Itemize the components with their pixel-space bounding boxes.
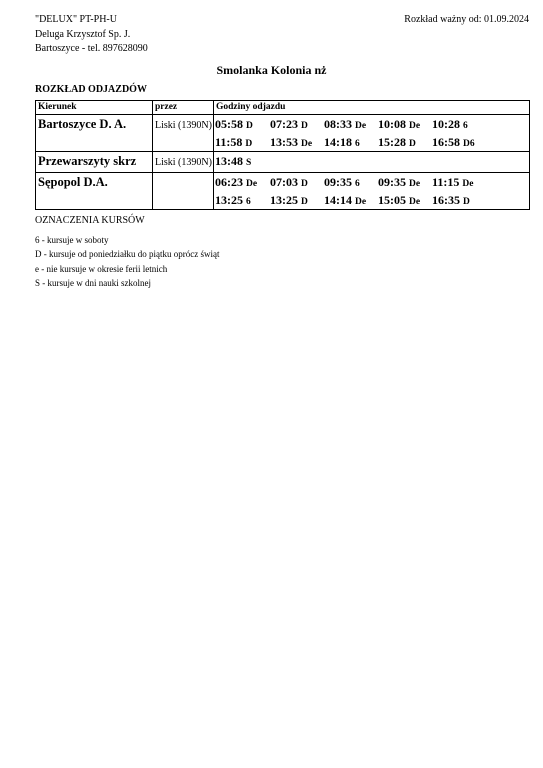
course-mark: 6 bbox=[246, 196, 251, 207]
departure-time bbox=[214, 154, 270, 169]
departure-time bbox=[214, 135, 270, 150]
course-mark: De bbox=[355, 196, 367, 207]
time-value: 11:58 bbox=[215, 134, 243, 149]
departure-time bbox=[214, 175, 270, 190]
course-mark: D bbox=[301, 120, 308, 131]
time-value: 15:28 bbox=[378, 134, 406, 149]
col-header-direction: Kierunek bbox=[36, 101, 153, 115]
time-value: 16:35 bbox=[432, 192, 460, 207]
time-value: 15:05 bbox=[378, 192, 406, 207]
time-value: 14:14 bbox=[324, 192, 352, 207]
departure-time bbox=[270, 135, 324, 150]
time-value: 09:35 bbox=[378, 174, 406, 189]
time-value: 13:25 bbox=[270, 192, 298, 207]
time-value: 13:25 bbox=[215, 192, 243, 207]
course-mark: De bbox=[355, 120, 367, 131]
course-mark: D bbox=[409, 138, 416, 149]
legend-item-summer: e - nie kursuje w okresie ferii letnich bbox=[35, 264, 168, 274]
company-owner: Deluga Krzysztof Sp. J. bbox=[35, 29, 131, 40]
course-mark: De bbox=[409, 120, 421, 131]
departure-time bbox=[432, 135, 486, 150]
time-value: 16:58 bbox=[432, 134, 460, 149]
course-mark: De bbox=[301, 138, 313, 149]
table-row bbox=[36, 152, 530, 173]
section-title: ROZKŁAD ODJAZDÓW bbox=[35, 84, 147, 95]
table-row bbox=[36, 173, 530, 210]
time-value: 10:28 bbox=[432, 116, 460, 131]
departure-time bbox=[324, 117, 378, 132]
via-cell bbox=[153, 173, 214, 210]
time-value: 09:35 bbox=[324, 174, 352, 189]
course-mark: D bbox=[301, 178, 308, 189]
departure-time bbox=[378, 135, 432, 150]
departure-time bbox=[324, 175, 378, 190]
departure-line bbox=[214, 115, 529, 133]
legend-title: OZNACZENIA KURSÓW bbox=[35, 215, 145, 226]
table-row bbox=[36, 115, 530, 152]
stop-title: Smolanka Kolonia nż bbox=[216, 63, 327, 77]
course-mark: D bbox=[245, 138, 253, 149]
course-mark: D bbox=[246, 120, 253, 131]
departure-time bbox=[270, 193, 324, 208]
course-mark: D bbox=[301, 196, 308, 207]
time-value: 07:23 bbox=[270, 116, 298, 131]
departure-time bbox=[214, 117, 270, 132]
legend-item-weekdays: D - kursuje od poniedziałku do piątku oprócz świąt bbox=[35, 249, 220, 259]
via-cell: Liski (1390N) bbox=[153, 115, 214, 152]
departure-line bbox=[214, 152, 529, 170]
course-mark: 6 bbox=[355, 178, 360, 189]
departure-time bbox=[214, 193, 270, 208]
direction-cell: Sępopol D.A. bbox=[36, 173, 153, 210]
via-cell: Liski (1390N) bbox=[153, 152, 214, 173]
valid-from: Rozkład ważny od: 01.09.2024 bbox=[404, 14, 529, 25]
departures-cell bbox=[214, 152, 530, 173]
course-mark: D6 bbox=[463, 138, 475, 149]
time-value: 08:33 bbox=[324, 116, 352, 131]
legend-item-saturday: 6 - kursuje w soboty bbox=[35, 235, 109, 245]
time-value: 13:48 bbox=[215, 153, 243, 168]
departure-time bbox=[324, 193, 378, 208]
course-mark: D bbox=[463, 196, 470, 207]
time-value: 10:08 bbox=[378, 116, 406, 131]
departure-time bbox=[432, 175, 486, 190]
departure-time bbox=[432, 117, 486, 132]
direction-cell: Bartoszyce D. A. bbox=[36, 115, 153, 152]
company-name: "DELUX" PT-PH-U bbox=[35, 14, 117, 25]
time-value: 13:53 bbox=[270, 134, 298, 149]
departure-time bbox=[432, 193, 486, 208]
departure-time bbox=[378, 193, 432, 208]
departure-time bbox=[378, 175, 432, 190]
course-mark: De bbox=[246, 178, 258, 189]
course-mark: 6 bbox=[355, 138, 360, 149]
departure-time bbox=[324, 135, 378, 150]
course-mark: De bbox=[462, 178, 474, 189]
departure-time bbox=[270, 117, 324, 132]
time-value: 06:23 bbox=[215, 174, 243, 189]
company-contact: Bartoszyce - tel. 897628090 bbox=[35, 43, 148, 54]
col-header-departures: Godziny odjazdu bbox=[214, 101, 530, 115]
timetable bbox=[35, 100, 530, 210]
col-header-via: przez bbox=[153, 101, 214, 115]
legend-item-school: S - kursuje w dni nauki szkolnej bbox=[35, 278, 151, 288]
departure-time bbox=[378, 117, 432, 132]
departure-line bbox=[214, 191, 529, 209]
time-value: 14:18 bbox=[324, 134, 352, 149]
course-mark: De bbox=[409, 196, 421, 207]
departures-cell bbox=[214, 173, 530, 210]
direction-cell: Przewarszyty skrz bbox=[36, 152, 153, 173]
time-value: 11:15 bbox=[432, 174, 460, 189]
departures-cell bbox=[214, 115, 530, 152]
departure-time bbox=[270, 175, 324, 190]
course-mark: S bbox=[246, 157, 252, 168]
time-value: 07:03 bbox=[270, 174, 298, 189]
departure-line bbox=[214, 173, 529, 191]
course-mark: 6 bbox=[463, 120, 468, 131]
time-value: 05:58 bbox=[215, 116, 243, 131]
course-mark: De bbox=[409, 178, 421, 189]
departure-line bbox=[214, 133, 529, 151]
